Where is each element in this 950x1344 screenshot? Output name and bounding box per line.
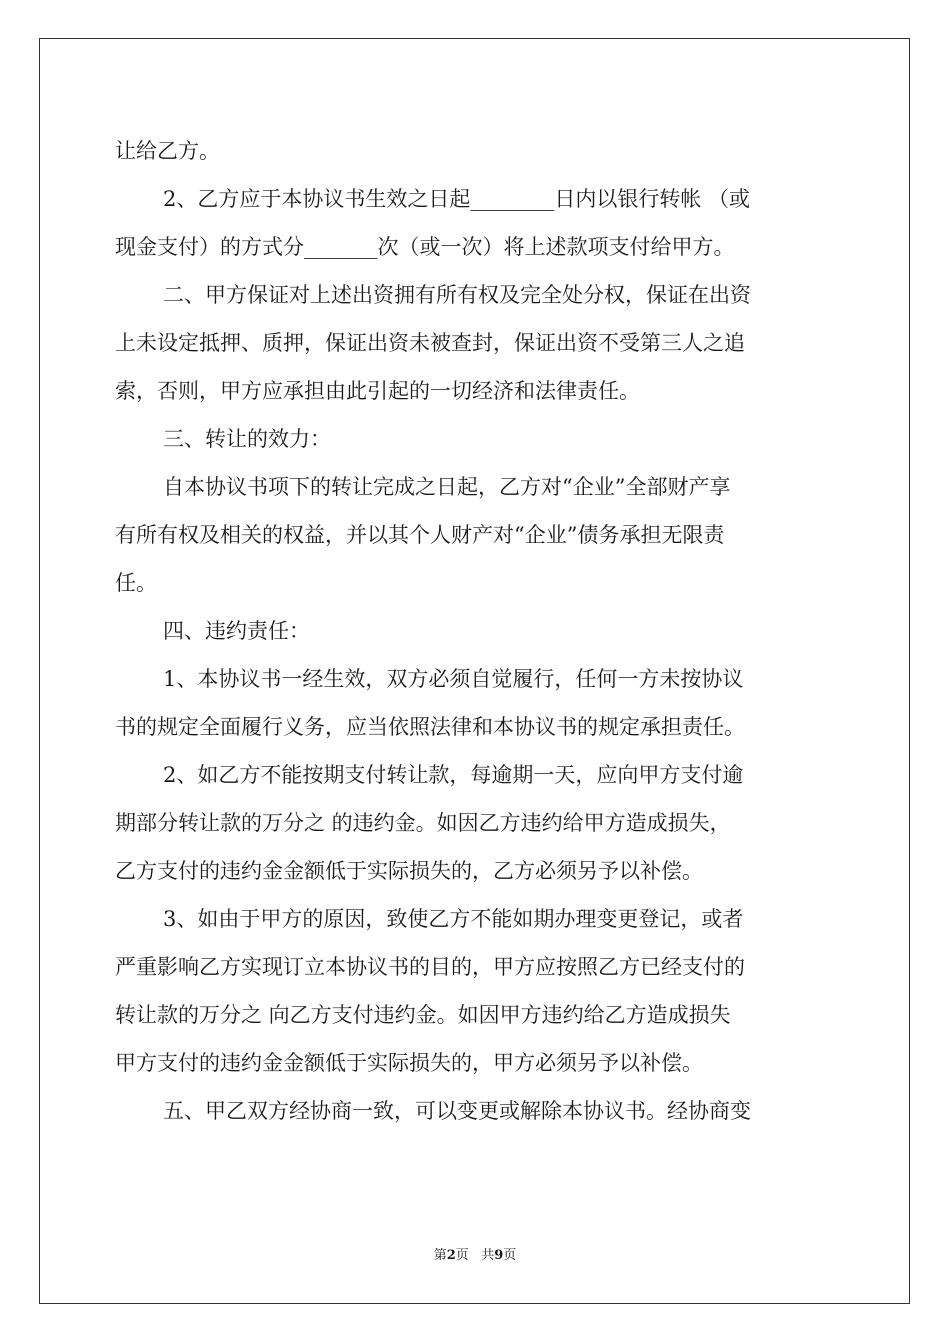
document-line: 2、如乙方不能按期支付转让款，每逾期一天，应向甲方支付逾 xyxy=(163,763,744,787)
document-line: 严重影响乙方实现订立本协议书的目的，甲方应按照乙方已经支付的 xyxy=(115,955,745,979)
document-line: 3、如由于甲方的原因，致使乙方不能如期办理变更登记，或者 xyxy=(163,907,744,931)
document-line: 1、本协议书一经生效，双方必须自觉履行，任何一方未按协议 xyxy=(163,667,744,691)
document-line: 任。 xyxy=(115,571,157,595)
footer-prefix: 第 xyxy=(433,1248,447,1263)
footer-page-number: 2 xyxy=(446,1248,456,1263)
document-line: 让给乙方。 xyxy=(115,139,220,163)
document-line: 书的规定全面履行义务，应当依照法律和本协议书的规定承担责任。 xyxy=(115,715,745,739)
document-line: 二、甲方保证对上述出资拥有所有权及完全处分权，保证在出资 xyxy=(163,283,751,307)
document-line: 三、转让的效力： xyxy=(163,427,331,451)
footer-total-pages: 9 xyxy=(494,1248,504,1263)
document-line: 有所有权及相关的权益，并以其个人财产对“企业”债务承担无限责 xyxy=(115,523,725,547)
document-line: 期部分转让款的万分之 的违约金。如因乙方违约给甲方造成损失， xyxy=(115,811,731,835)
document-line: 自本协议书项下的转让完成之日起，乙方对“企业”全部财产享 xyxy=(163,475,731,499)
footer-total-prefix: 共 xyxy=(481,1248,495,1263)
document-line: 乙方支付的违约金金额低于实际损失的，乙方必须另予以补偿。 xyxy=(115,859,703,883)
page-footer xyxy=(0,1244,950,1263)
document-line: 上未设定抵押、质押，保证出资未被查封，保证出资不受第三人之追 xyxy=(115,331,745,355)
document-line: 五、甲乙双方经协商一致，可以变更或解除本协议书。经协商变 xyxy=(163,1099,751,1123)
document-line: 甲方支付的违约金金额低于实际损失的，甲方必须另予以补偿。 xyxy=(115,1051,703,1075)
document-line: 四、违约责任： xyxy=(163,619,310,643)
document-body xyxy=(115,127,835,1135)
document-line: 索，否则，甲方应承担由此引起的一切经济和法律责任。 xyxy=(115,379,640,403)
footer-total-suffix: 页 xyxy=(503,1248,517,1263)
document-line: 2、乙方应于本协议书生效之日起________日内以银行转帐 （或 xyxy=(163,187,751,211)
footer-page-suffix: 页 xyxy=(455,1248,469,1263)
document-line: 转让款的万分之 向乙方支付违约金。如因甲方违约给乙方造成损失 xyxy=(115,1003,731,1027)
document-line: 现金支付）的方式分_______次（或一次）将上述款项支付给甲方。 xyxy=(115,235,735,259)
